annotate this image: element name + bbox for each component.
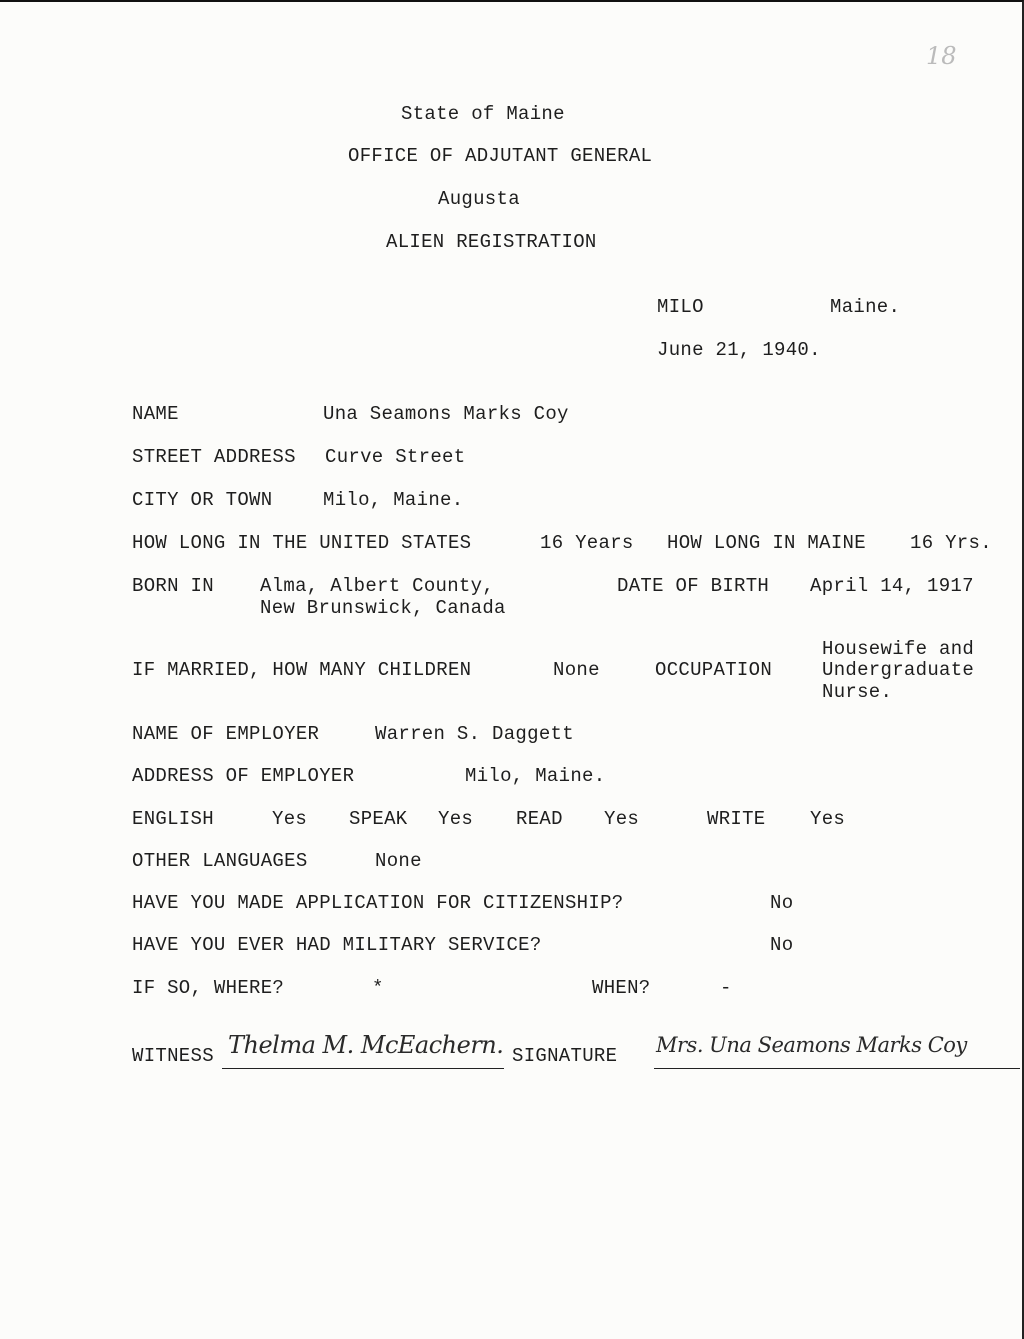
page-number-mark: 18: [926, 42, 957, 70]
signature-label: SIGNATURE: [512, 1045, 618, 1067]
employer-label: NAME OF EMPLOYER: [132, 723, 320, 745]
witness-signature: Thelma M. McEachern.: [228, 1031, 504, 1059]
header-city: Augusta: [438, 188, 520, 210]
applicant-signature-line: [654, 1068, 1020, 1069]
citizenship-label: HAVE YOU MADE APPLICATION FOR CITIZENSHIP?: [132, 892, 624, 914]
military-label: HAVE YOU EVER HAD MILITARY SERVICE?: [132, 934, 542, 956]
header-state: State of Maine: [401, 103, 565, 125]
write-label: WRITE: [707, 808, 766, 830]
street-label: STREET ADDRESS: [132, 446, 296, 468]
english-label: ENGLISH: [132, 808, 214, 830]
dob-value: April 14, 1917: [810, 575, 974, 597]
us-duration-label: HOW LONG IN THE UNITED STATES: [132, 532, 472, 554]
street-value: Curve Street: [325, 446, 466, 468]
where-value: *: [372, 977, 384, 999]
city-label: CITY OR TOWN: [132, 489, 273, 511]
city-value: Milo, Maine.: [323, 489, 464, 511]
military-value: No: [770, 934, 794, 956]
header-office: OFFICE OF ADJUTANT GENERAL: [348, 145, 653, 167]
read-label: READ: [516, 808, 563, 830]
speak-value: Yes: [438, 808, 474, 830]
born-value-line1: Alma, Albert County,: [260, 575, 495, 597]
english-value: Yes: [272, 808, 308, 830]
when-value: -: [720, 977, 732, 999]
born-value-line2: New Brunswick, Canada: [260, 597, 506, 619]
employer-address-label: ADDRESS OF EMPLOYER: [132, 765, 355, 787]
name-value: Una Seamons Marks Coy: [323, 403, 569, 425]
maine-duration-label: HOW LONG IN MAINE: [667, 532, 866, 554]
occupation-value-line3: Nurse.: [822, 681, 893, 703]
employer-address-value: Milo, Maine.: [465, 765, 606, 787]
when-label: WHEN?: [592, 977, 651, 999]
occupation-value-line1: Housewife and: [822, 638, 975, 660]
place-state: Maine.: [830, 296, 901, 318]
write-value: Yes: [810, 808, 846, 830]
other-languages-label: OTHER LANGUAGES: [132, 850, 308, 872]
children-value: None: [553, 659, 600, 681]
occupation-label: OCCUPATION: [655, 659, 773, 681]
employer-value: Warren S. Daggett: [375, 723, 574, 745]
form-date: June 21, 1940.: [657, 339, 821, 361]
born-label: BORN IN: [132, 575, 214, 597]
witness-signature-line: [222, 1068, 504, 1069]
maine-duration-value: 16 Yrs.: [910, 532, 992, 554]
applicant-signature: Mrs. Una Seamons Marks Coy: [656, 1033, 967, 1057]
speak-label: SPEAK: [349, 808, 408, 830]
witness-label: WITNESS: [132, 1045, 214, 1067]
dob-label: DATE OF BIRTH: [617, 575, 770, 597]
header-title: ALIEN REGISTRATION: [386, 231, 597, 253]
place-town: MILO: [657, 296, 704, 318]
occupation-value-line2: Undergraduate: [822, 659, 975, 681]
citizenship-value: No: [770, 892, 794, 914]
other-languages-value: None: [375, 850, 422, 872]
us-duration-value: 16 Years: [540, 532, 634, 554]
children-label: IF MARRIED, HOW MANY CHILDREN: [132, 659, 472, 681]
name-label: NAME: [132, 403, 179, 425]
where-label: IF SO, WHERE?: [132, 977, 285, 999]
read-value: Yes: [604, 808, 640, 830]
